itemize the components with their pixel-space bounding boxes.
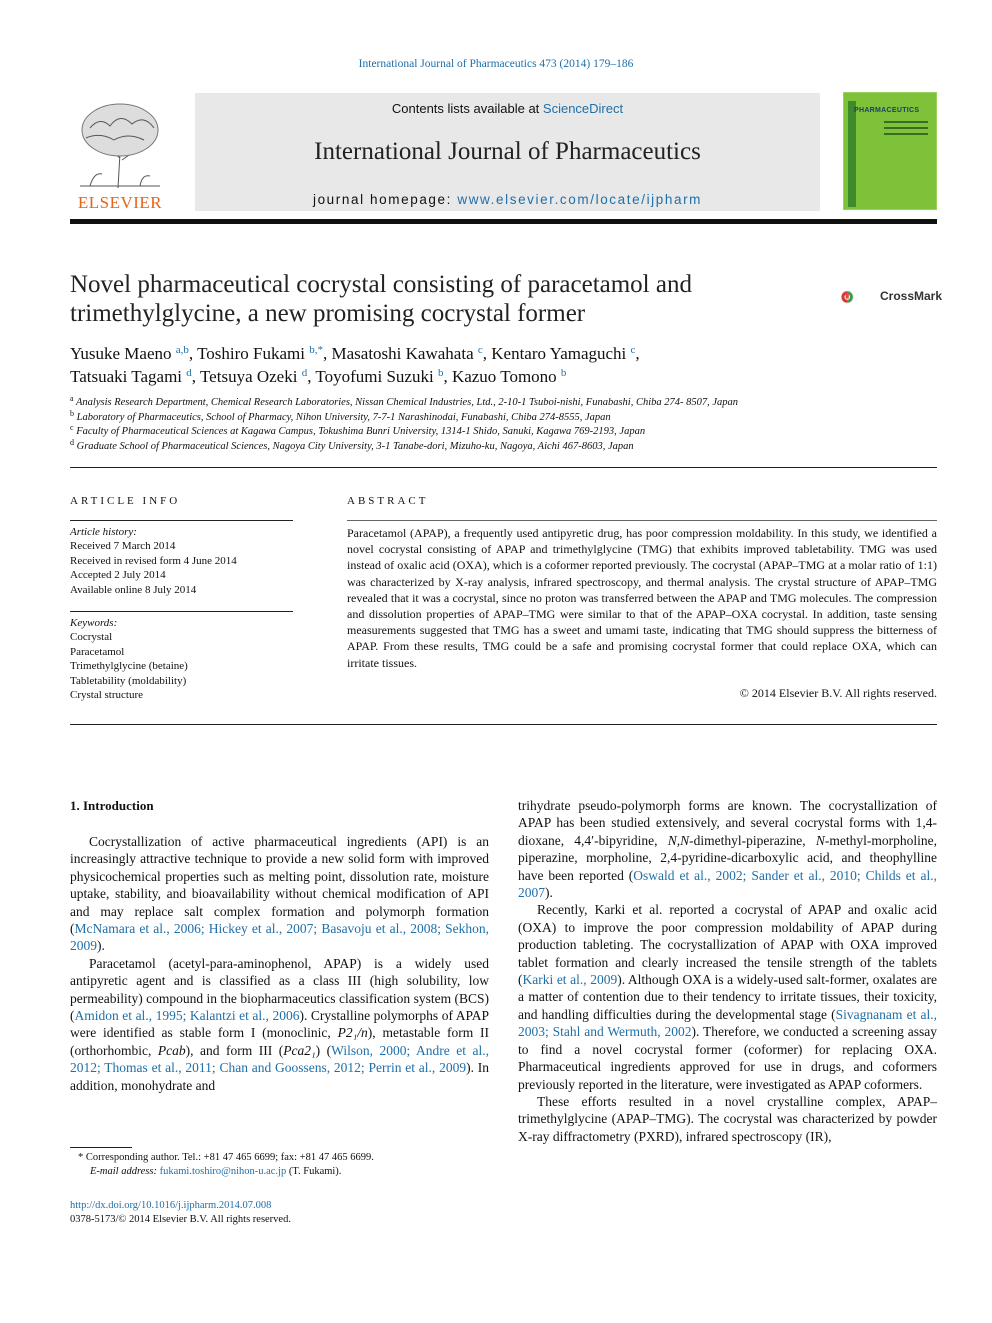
author-name[interactable]: Masatoshi Kawahata — [331, 344, 474, 363]
abstract-heading: ABSTRACT — [347, 495, 429, 507]
header-divider — [70, 467, 937, 468]
keywords-rule — [70, 611, 293, 612]
paragraph — [518, 1093, 937, 1145]
affiliation-item — [70, 408, 930, 426]
author-name[interactable]: Tetsuya Ozeki — [199, 367, 298, 386]
keyword-item: Crystal structure — [70, 689, 144, 702]
keyword-item: Trimethylglycine (betaine) — [70, 660, 188, 673]
affiliation-text: Analysis Research Department, Chemical Research Laboratories, Nissan Chemical Industries, Ltd., 2-10-1 Tsuboi-nishi, Funabashi, Chiba 274- 8507, Japan — [76, 397, 739, 408]
body-right-column — [518, 797, 937, 1145]
author-affil-sup[interactable]: d — [301, 367, 308, 379]
text-run: ), metastable form II (orthorhombic, — [70, 1025, 490, 1058]
paragraph — [70, 955, 489, 1094]
paragraph — [518, 901, 937, 1092]
text-run: Paracetamol (acetyl-para-aminophenol, APAP) is a widely used antipyretic agent and is classified as a class III (high solubility, low permeability) compound in the biopharmaceutics classification system (BCS) ( — [70, 955, 489, 1024]
keyword-item: Paracetamol — [70, 645, 125, 658]
doi-block — [70, 1199, 490, 1227]
text-run: ). — [97, 938, 105, 954]
email-note — [70, 1165, 490, 1179]
text-run: ). Although OXA is a widely-used salt-former, oxalates are a matter of contention due to their tendency to irritate tissues, their toxicity, and handling difficulties during the developmental stage ( — [518, 972, 937, 1022]
doi-link[interactable]: http://dx.doi.org/10.1016/j.ijpharm.2014.07.008 — [70, 1200, 272, 1211]
homepage-prefix: journal homepage: — [312, 192, 458, 207]
author-name[interactable]: Toyofumi Suzuki — [315, 367, 434, 386]
author-list: Yusuke Maeno $^{a,b}$, Toshiro Fukami $^{b,*}$, Masatoshi Kawahata $^c$, Kentaro Yamaguchi $^c$, Tatsuaki Tagami $^d$, Tetsuya Ozeki $^d$, Toyofumi Suzuki $^b$, Kazuo Tomono $^b$ — [70, 344, 640, 386]
affiliation-text: Graduate School of Pharmaceutical Sciences, Nagoya City University, 3-1 Tanabe-dori, Mizuho-ku, Nagoya, Aichi 467-8603, Japan — [76, 440, 634, 452]
author-name[interactable]: Kentaro Yamaguchi — [491, 344, 627, 363]
section-heading-introduction: 1. Introduction — [70, 798, 154, 813]
text-run: ). In addition, monohydrate and — [70, 1060, 490, 1093]
text-run: trihydrate pseudo-polymorph forms are known. The cocrystallization of APAP has been studied extensively, and several cocrystal forms with 1,4-dioxane, 4,4′-bipyridine, — [518, 798, 937, 848]
space-group: Pcab — [157, 1042, 186, 1058]
journal-homepage-link[interactable]: www.elsevier.com/locate/ijpharm — [457, 192, 703, 207]
email-suffix: (T. Fukami). — [286, 1166, 342, 1177]
text-run: -methyl-morpholine, piperazine, morpholine, 2,4-pyridine-dicarboxylic acid, and theophylline have been reported ( — [518, 832, 937, 883]
affiliation-sup: a — [70, 394, 74, 403]
paragraph — [518, 797, 937, 901]
text-run: N — [815, 832, 825, 848]
journal-citation-link[interactable]: International Journal of Pharmaceutics 473 (2014) 179–186 — [358, 58, 634, 70]
affiliation-text: Faculty of Pharmaceutical Sciences at Kagawa Campus, Tokushima Bunri University, 1314-1 Shido, Sanuki, Kagawa 769-2193, Japan — [76, 426, 646, 438]
citation-link[interactable]: Sivagnanam et al., 2003; Stahl and Wermuth, 2002 — [518, 1006, 937, 1040]
text-run: ). Therefore, we conducted a screening assay to find a novel cocrystal former (coformer) for replacing OXA. Pharmaceutical ingredients approved for use in drugs, and coformers previously reported in the literature, were investigated as APAP coformers. — [518, 1024, 938, 1092]
text-run: ), and form III ( — [185, 1042, 284, 1058]
text-run: ). Crystalline polymorphs of APAP were identified as stable form I (monoclinic, — [70, 1008, 490, 1041]
history-item: Received in revised form 4 June 2014 — [70, 554, 237, 567]
space-group: P2₁/n — [337, 1025, 368, 1041]
author-affil-sup[interactable]: b,* — [309, 344, 324, 356]
affiliation-sup: d — [70, 437, 74, 447]
cover-decoration — [884, 121, 928, 139]
email-link[interactable]: fukami.toshiro@nihon-u.ac.jp — [159, 1166, 287, 1177]
text-run: These efforts resulted in a novel crystalline complex, APAP–trimethylglycine (APAP–TMG). The cocrystal was characterized by powder X-ray diffractometry (PXRD), infrared spectroscopy (IR), — [518, 1093, 937, 1144]
homepage-line — [195, 192, 820, 207]
text-run: -dimethyl-piperazine, — [689, 832, 816, 848]
affiliation-sup: c — [70, 423, 74, 433]
author-name[interactable]: Tatsuaki Tagami — [70, 367, 183, 386]
keywords-label: Keywords: — [70, 617, 118, 629]
corresponding-author-note: * Corresponding author. Tel.: +81 47 465 6699; fax: +81 47 465 6699. — [78, 1152, 374, 1163]
crossmark-icon[interactable] — [840, 279, 880, 315]
article-info-rule — [70, 520, 293, 521]
citation-link[interactable]: McNamara et al., 2006; Hickey et al., 2007; Basavoju et al., 2008; Sekhon, 2009 — [70, 921, 489, 954]
author-affil-sup[interactable]: d — [186, 367, 192, 379]
text-run: N,N — [667, 832, 690, 848]
body-left-column — [70, 833, 489, 1094]
history-item: Available online 8 July 2014 — [70, 583, 197, 596]
journal-cover-thumbnail[interactable] — [843, 92, 937, 210]
article-info-heading: ARTICLE INFO — [70, 495, 181, 507]
cover-strip — [848, 101, 856, 207]
keyword-item: Cocrystal — [70, 631, 113, 644]
author-name[interactable]: Kazuo Tomono — [451, 367, 557, 386]
keyword-item: Tabletability (moldability) — [70, 674, 187, 687]
history-item: Accepted 2 July 2014 — [70, 569, 166, 582]
affiliation-item — [70, 437, 930, 455]
article-history — [70, 525, 300, 597]
abstract-divider — [70, 724, 937, 725]
affiliation-sup: b — [70, 408, 74, 418]
history-label: Article history: — [70, 526, 137, 538]
abstract-copyright: © 2014 Elsevier B.V. All rights reserved. — [739, 686, 937, 700]
text-run: ) ( — [315, 1042, 332, 1058]
issn-line: 0378-5173/© 2014 Elsevier B.V. All rights reserved. — [70, 1214, 291, 1225]
citation-link[interactable]: Karki et al., 2009 — [522, 972, 618, 988]
space-group: Pca2₁ — [283, 1042, 316, 1058]
citation-link[interactable]: Wilson, 2000; Andre et al., 2012; Thomas et al., 2011; Chan and Goossens, 2012; Perrin et al., 2009 — [70, 1042, 490, 1076]
author-affil-sup[interactable]: a,b — [175, 344, 189, 356]
affiliation-item — [70, 396, 930, 411]
history-item: Received 7 March 2014 — [70, 540, 176, 553]
affiliation-list — [70, 396, 930, 454]
contents-prefix: Contents lists available at — [391, 101, 543, 116]
text-run: ). — [545, 885, 553, 901]
elsevier-wordmark: ELSEVIER — [77, 193, 163, 212]
abstract-rule — [347, 520, 937, 521]
citation-link[interactable]: Amidon et al., 1995; Kalantzi et al., 2006 — [74, 1008, 300, 1024]
author-affil-sup[interactable]: b — [560, 367, 567, 379]
paragraph — [70, 833, 489, 955]
author-name[interactable]: Yusuke Maeno — [70, 344, 172, 363]
affiliation-item — [70, 425, 930, 440]
cover-title: PHARMACEUTICS — [854, 107, 920, 114]
author-affil-sup[interactable]: c — [630, 344, 636, 356]
email-label: E-mail address: — [90, 1166, 160, 1177]
contents-line — [195, 101, 820, 116]
author-name[interactable]: Toshiro Fukami — [197, 344, 306, 363]
footnote-rule — [70, 1147, 132, 1148]
text-run: Cocrystallization of active pharmaceutical ingredients (API) is an increasingly attractive technique to provide a new solid form with improved physicochemical properties such as melting point, dissolution rate, moisture uptake, stability, and bioavailability without chemical modification of API and may replace salt complex formation and polymorph formation ( — [70, 834, 489, 937]
crossmark-label[interactable]: CrossMark — [880, 289, 943, 303]
citation-link[interactable]: Oswald et al., 2002; Sander et al., 2010; Childs et al., 2007 — [518, 867, 937, 901]
keywords-list — [70, 616, 300, 702]
footnotes — [70, 1151, 490, 1179]
sciencedirect-link[interactable]: ScienceDirect — [542, 101, 624, 116]
article-title: Novel pharmaceutical cocrystal consisting of paracetamol and trimethylglycine, a new promising cocrystal former — [70, 271, 692, 327]
affiliation-text: Laboratory of Pharmaceutics, School of Pharmacy, Nihon University, 7-7-1 Narashinodai, Funabashi, Chiba 274-8555, Japan — [76, 411, 611, 423]
author-affil-sup[interactable]: c — [477, 344, 483, 356]
masthead-rule — [70, 219, 937, 224]
author-affil-sup[interactable]: b — [437, 367, 444, 379]
text-run: Recently, Karki et al. reported a cocrystal of APAP and oxalic acid (OXA) to improve the poor compression moldability of APAP during production tableting. The cocrystallization of APAP with OXA improved tablet formation and clearly increased the tensile strength of the tablets ( — [518, 902, 937, 988]
abstract-body: Paracetamol (APAP), a frequently used antipyretic drug, has poor compression moldability. In this study, we identified a novel cocrystal consisting of APAP and trimethylglycine (TMG) that exhibits improved tabletability. TMG was used instead of oxalic acid (OXA), which is a coformer reported previously. The cocrystal (APAP–TMG at a molar ratio of 1:1) was characterized by X-ray analysis, infrared spectroscopy, and thermal analysis. The crystal structure of APAP–TMG revealed that it was a cocrystal, since no proton was transferred between the APAP and TMG molecules. The compression and dissolution properties of APAP–TMG were similar to that of the APAP–OXA cocrystal. In addition, taste sensing measurements suggested that TMG has a sweet and umami taste, indicating that TMG should suppress the bitterness of APAP. From these results, TMG could be a safe and promising cocrystal former that could replace OXA, which can irritate tissues. — [347, 526, 937, 670]
journal-title: International Journal of Pharmaceutics — [314, 138, 701, 165]
